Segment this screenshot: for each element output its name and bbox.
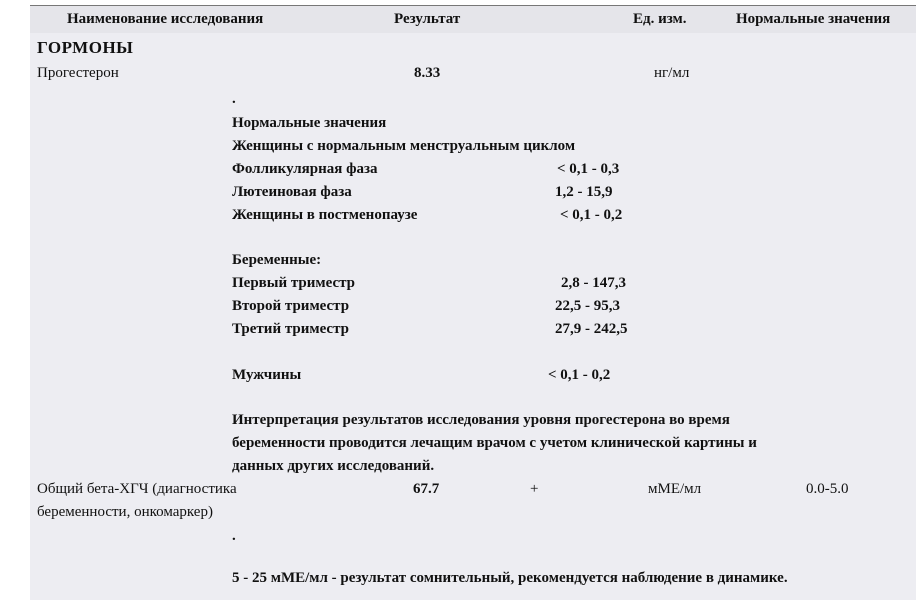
- progesterone-name: Прогестерон: [37, 65, 119, 81]
- postmeno-value: < 0,1 - 0,2: [560, 207, 623, 223]
- luteal-label: Лютеиновая фаза: [232, 184, 352, 200]
- header-result: Результат: [394, 11, 461, 27]
- trimester2-label: Второй триместр: [232, 298, 350, 314]
- hcg-name-line-1: Общий бета-ХГЧ (диагностика: [37, 481, 237, 497]
- trimester2-value: 22,5 - 95,3: [555, 298, 620, 314]
- postmeno-label: Женщины в постменопаузе: [232, 207, 418, 223]
- pregnant-label: Беременные:: [232, 252, 322, 268]
- trimester3-label: Третий триместр: [232, 321, 349, 337]
- progesterone-unit: нг/мл: [654, 65, 690, 81]
- interpretation-line-1: Интерпретация результатов исследования уровня прогестерона во время: [232, 412, 730, 428]
- hcg-unit: мМЕ/мл: [648, 481, 702, 497]
- interpretation-line-2: беременности проводится лечащим врачом с учетом клинической картины и: [232, 435, 757, 451]
- trimester1-value: 2,8 - 147,3: [561, 275, 626, 291]
- hcg-name-line-2: беременности, онкомаркер): [37, 504, 213, 520]
- header-unit: Ед. изм.: [633, 11, 687, 27]
- norms-title: Нормальные значения: [232, 115, 387, 131]
- interpretation-line-3: данных других исследований.: [232, 458, 435, 474]
- progesterone-result: 8.33: [414, 65, 441, 81]
- progesterone-dot: .: [232, 91, 236, 107]
- section-title: ГОРМОНЫ: [37, 38, 134, 57]
- men-value: < 0,1 - 0,2: [548, 367, 611, 383]
- header-name: Наименование исследования: [67, 11, 264, 27]
- header-norm: Нормальные значения: [736, 11, 891, 27]
- hcg-note: 5 - 25 мМЕ/мл - результат сомнительный, рекомендуется наблюдение в динамике.: [232, 570, 788, 586]
- follicular-value: < 0,1 - 0,3: [557, 161, 620, 177]
- luteal-value: 1,2 - 15,9: [555, 184, 613, 200]
- hcg-dot: .: [232, 528, 236, 544]
- women-normal-cycle: Женщины с нормальным менструальным циклом: [232, 138, 576, 154]
- hcg-flag: +: [530, 481, 539, 497]
- trimester1-label: Первый триместр: [232, 275, 356, 291]
- table-header: [30, 5, 916, 34]
- hcg-result: 67.7: [413, 481, 440, 497]
- follicular-label: Фолликулярная фаза: [232, 161, 378, 177]
- men-label: Мужчины: [232, 367, 302, 383]
- hcg-norm: 0.0-5.0: [806, 481, 849, 497]
- trimester3-value: 27,9 - 242,5: [555, 321, 628, 337]
